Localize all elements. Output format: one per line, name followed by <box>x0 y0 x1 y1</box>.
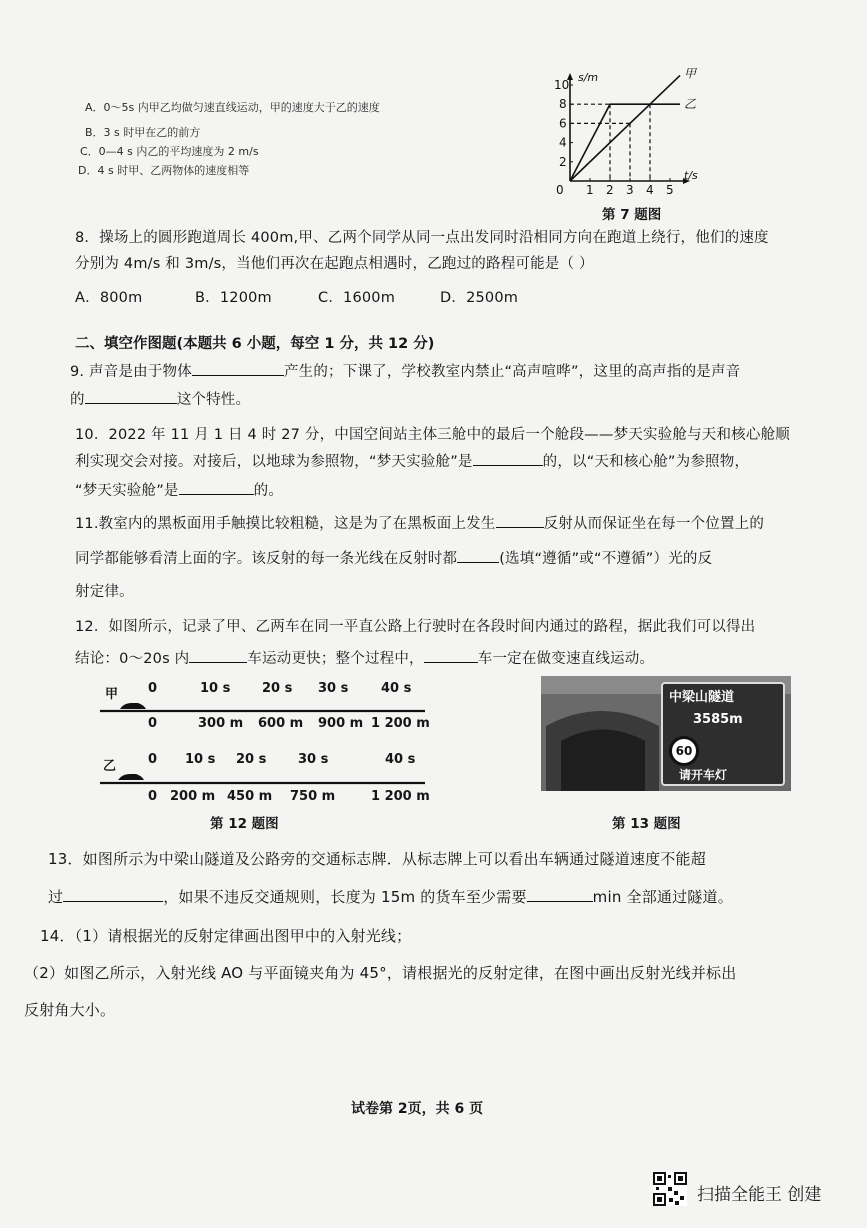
car-b-road <box>100 770 430 788</box>
q10-text-b: 的，以“天和核心舱”为参照物， <box>542 454 750 470</box>
q13-line2 <box>48 886 733 907</box>
tunnel-name: 中梁山隧道 <box>669 690 735 705</box>
q13-text-c: min 全部通过隧道。 <box>592 888 733 906</box>
q7-caption: 第 7 题图 <box>602 207 662 223</box>
q11-blank-2[interactable] <box>457 548 499 564</box>
car-b-icon <box>118 774 144 780</box>
q7-option-c: C．0—4 s 内乙的平均速度为 2 m/s <box>80 145 259 158</box>
q11-line3: 射定律。 <box>75 584 134 600</box>
car-a-icon <box>120 703 146 709</box>
y-tick-label: 6 <box>559 116 567 131</box>
car-b-dist-2: 450 m <box>227 789 273 804</box>
q7-option-d: D．4 s 时甲、乙两物体的速度相等 <box>78 164 250 177</box>
car-b-time-3: 30 s <box>298 752 329 767</box>
q12-text-b: 车运动更快；整个过程中， <box>247 651 424 667</box>
qr-code-icon <box>653 1172 687 1206</box>
q12-text-a: 结论：0～20s 内 <box>75 651 190 667</box>
series-label: 乙 <box>684 97 697 112</box>
q13-blank-2[interactable] <box>527 886 593 902</box>
car-a-time-4: 40 s <box>381 681 412 696</box>
car-b-dist-4: 1 200 m <box>371 789 430 804</box>
q11-line2 <box>75 547 712 568</box>
q9-text-a: 9. 声音是由于物体 <box>70 364 192 380</box>
q8-option-d: D．2500m <box>440 290 519 306</box>
y-tick-label: 8 <box>559 97 567 112</box>
q12-caption: 第 12 题图 <box>210 816 279 832</box>
q13-line1: 13．如图所示为中梁山隧道及公路旁的交通标志牌．从标志牌上可以看出车辆通过隧道速度不能超 <box>48 850 706 868</box>
q7-option-a: A．0～5s 内甲乙均做匀速直线运动，甲的速度大于乙的速度 <box>85 101 380 114</box>
q10-text-a: 利实现交会对接。对接后，以地球为参照物，“梦天实验舱”是 <box>75 454 473 470</box>
x-axis-label: t/s <box>684 169 698 182</box>
car-b-label: 乙 <box>103 759 117 774</box>
q12-blank-2[interactable] <box>424 648 478 664</box>
tunnel-sign-board <box>661 682 785 786</box>
q11-text-c: 同学都能够看清上面的字。该反射的每一条光线在反射时都 <box>75 551 458 567</box>
q8-line1: 8．操场上的圆形跑道周长 400m,甲、乙两个同学从同一点出发同时沿相同方向在跑道上绕行，他们的速度 <box>75 230 769 246</box>
car-a-time-1: 10 s <box>200 681 231 696</box>
y-tick-label: 10 <box>554 78 570 92</box>
q7-chart <box>540 60 740 200</box>
q10-line2 <box>75 450 749 471</box>
q9-text-c: 的 <box>70 392 85 408</box>
car-b-time-0: 0 <box>148 752 158 767</box>
q8-option-b: B．1200m <box>195 290 272 306</box>
x-tick-label: 1 <box>586 183 594 197</box>
q13-blank-1[interactable] <box>63 886 163 902</box>
q10-blank-2[interactable] <box>179 480 254 496</box>
car-a-dist-0: 0 <box>148 716 158 731</box>
q9-line1 <box>70 360 740 381</box>
car-a-time-2: 20 s <box>262 681 293 696</box>
series-line <box>570 104 680 181</box>
q9-text-d: 这个特性。 <box>176 392 251 408</box>
car-a-dist-1: 300 m <box>198 716 244 731</box>
car-a-time-0: 0 <box>148 681 158 696</box>
car-b-dist-0: 0 <box>148 789 158 804</box>
q11-line1 <box>75 512 764 533</box>
series-line <box>570 75 680 181</box>
y-axis-label: s/m <box>578 71 599 84</box>
q10-line1: 10．2022 年 11 月 1 日 4 时 27 分，中国空间站主体三舱中的最后一个舱段——梦天实验舱与天和核心舱顺 <box>75 427 790 443</box>
car-a-time-3: 30 s <box>318 681 349 696</box>
speed-limit-icon <box>669 736 699 766</box>
car-b-dist-3: 750 m <box>290 789 336 804</box>
q12-line2 <box>75 647 654 668</box>
q12-line1: 12．如图所示，记录了甲、乙两车在同一平直公路上行驶时在各段时间内通过的路程，据此我们可以得出 <box>75 619 756 635</box>
car-b-time-1: 10 s <box>185 752 216 767</box>
q12-text-c: 车一定在做变速直线运动。 <box>477 651 655 667</box>
q9-blank-2[interactable] <box>85 389 177 405</box>
x-tick-label: 0 <box>556 183 564 197</box>
q10-line3 <box>75 479 283 500</box>
q8-line2: 分别为 4m/s 和 3m/s，当他们再次在起跑点相遇时，乙跑过的路程可能是（ ） <box>75 256 594 272</box>
y-tick-label: 4 <box>559 135 567 150</box>
q11-text-b: 反射从而保证坐在每一个位置上的 <box>543 516 765 532</box>
q9-line2 <box>70 388 250 409</box>
tunnel-sign-photo <box>541 676 791 791</box>
car-a-dist-2: 600 m <box>258 716 304 731</box>
q9-text-b: 产生的；下课了，学校教室内禁止“高声喧哗”，这里的高声指的是声音 <box>283 364 741 380</box>
q13-caption: 第 13 题图 <box>612 816 681 832</box>
q14-line2: （2）如图乙所示，入射光线 AO 与平面镜夹角为 45°，请根据光的反射定律，在图中画出反射光线并标出 <box>24 964 737 982</box>
tunnel-length: 3585m <box>693 712 743 727</box>
y-tick-label: 2 <box>559 154 567 169</box>
q10-text-d: 的。 <box>253 483 284 499</box>
speed-limit-value: 60 <box>675 744 693 758</box>
q10-text-c: “梦天实验舱”是 <box>75 483 179 499</box>
x-tick-label: 4 <box>646 183 654 197</box>
q8-option-c: C．1600m <box>318 290 396 306</box>
car-a-dist-3: 900 m <box>318 716 364 731</box>
page-number: 试卷第 2页，共 6 页 <box>351 1101 484 1117</box>
section-title: 二、填空作图题(本题共 6 小题，每空 1 分，共 12 分) <box>75 336 435 352</box>
q14-line3: 反射角大小。 <box>24 1001 116 1019</box>
sign-extra-text: 请开车灯 <box>679 768 728 782</box>
q9-blank-1[interactable] <box>192 361 284 377</box>
car-a-dist-4: 1 200 m <box>371 716 430 731</box>
x-tick-label: 3 <box>626 183 634 197</box>
q8-option-a: A．800m <box>75 290 143 306</box>
q10-blank-1[interactable] <box>473 451 543 467</box>
x-tick-label: 2 <box>606 183 614 197</box>
car-a-label: 甲 <box>105 687 119 702</box>
car-b-time-2: 20 s <box>236 752 267 767</box>
q13-text-a: 过 <box>48 888 64 906</box>
car-b-dist-1: 200 m <box>170 789 216 804</box>
q13-text-b: ，如果不违反交通规则，长度为 15m 的货车至少需要 <box>163 888 527 906</box>
q11-text-a: 11.教室内的黑板面用手触摸比较粗糙，这是为了在黑板面上发生 <box>75 516 496 532</box>
q12-blank-1[interactable] <box>189 648 247 664</box>
q14-line1: 14．（1）请根据光的反射定律画出图甲中的入射光线； <box>40 927 412 945</box>
car-a-road <box>100 700 430 716</box>
q11-text-d: (选填“遵循”或“不遵循”）光的反 <box>499 551 713 567</box>
x-tick-label: 5 <box>666 183 674 197</box>
car-b-time-4: 40 s <box>385 752 416 767</box>
series-label: 甲 <box>684 66 697 81</box>
q7-option-b: B．3 s 时甲在乙的前方 <box>85 126 201 139</box>
scanner-watermark: 扫描全能王 创建 <box>697 1185 822 1205</box>
q11-blank-1[interactable] <box>496 513 544 529</box>
